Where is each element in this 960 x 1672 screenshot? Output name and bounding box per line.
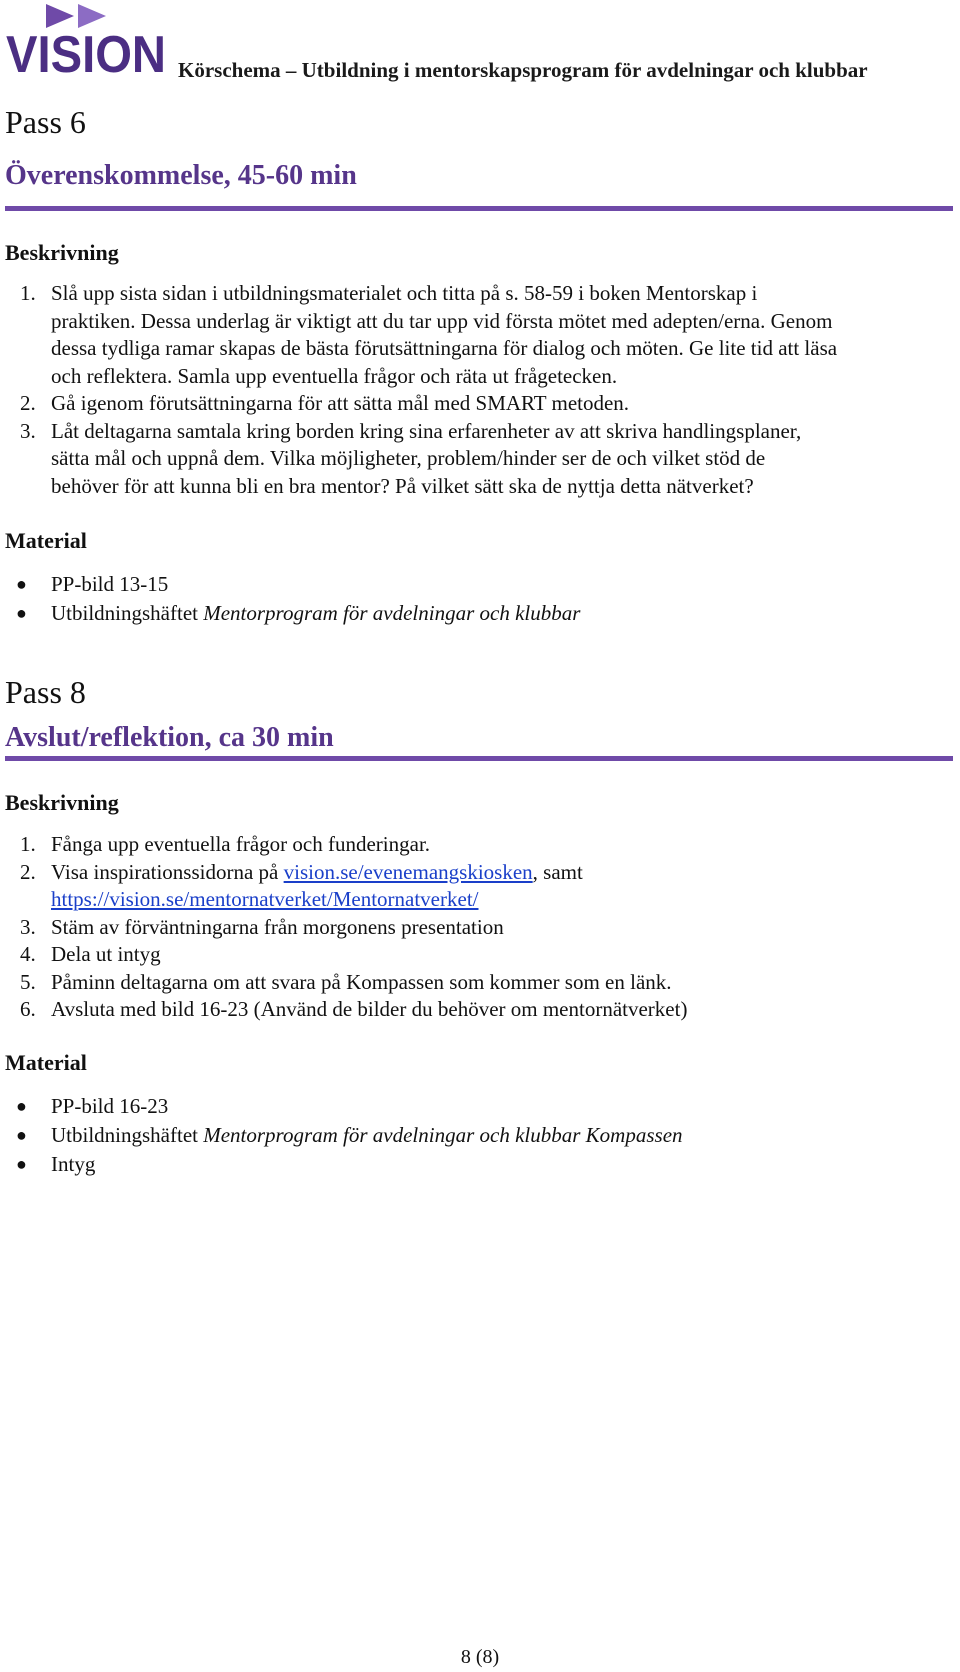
mentornatverket-link[interactable]: https://vision.se/mentornatverket/Mentornatverket/: [51, 887, 479, 911]
material-text: Utbildningshäftet: [51, 601, 204, 625]
step-line: och reflektera. Samla upp eventuella frågor och räta ut frågetecken.: [51, 363, 618, 388]
page-header: [0, 0, 960, 80]
header-title: Körschema – Utbildning i mentorskapsprogram för avdelningar och klubbar: [178, 58, 868, 82]
pass6-steps: [0, 280, 930, 500]
step-number: 3.: [20, 914, 36, 939]
material-text: Utbildningshäftet: [51, 1123, 204, 1147]
step-line: dessa tydliga ramar skapas de bästa förutsättningarna för dialog och möten. Ge lite tid att läsa: [51, 336, 838, 360]
pass6-material-label: Material: [5, 528, 87, 553]
step-number: 2.: [20, 859, 36, 884]
pass6-step: [0, 418, 930, 501]
pass8-step: [0, 831, 930, 859]
pass6-step: [0, 280, 930, 390]
bullet-icon: ●: [16, 1096, 27, 1116]
pass6-heading: Pass 6: [5, 104, 86, 140]
step-text: Påminn deltagarna om att svara på Kompassen som kommer som en länk.: [51, 969, 672, 994]
pass8-heading: Pass 8: [5, 674, 86, 710]
step-line: Låt deltagarna samtala kring borden kring sina erfarenheter av att skriva handlingsplaner,: [51, 418, 802, 443]
material-item: [0, 599, 930, 628]
step-line: praktiken. Dessa underlag är viktigt att du tar upp vid första mötet med adepten/erna. Genom: [51, 308, 833, 333]
pass8-step: [0, 941, 930, 969]
page-number: 8 (8): [460, 1646, 500, 1668]
pass8-beskrivning-label: Beskrivning: [5, 790, 119, 815]
step-number: 5.: [20, 969, 36, 994]
pass6-material-list: [0, 570, 930, 628]
vision-logo: [6, 2, 172, 78]
evenemangskiosken-link[interactable]: vision.se/evenemangskiosken: [283, 859, 533, 884]
bullet-icon: ●: [16, 574, 27, 594]
vision-logo-graphic: [6, 2, 172, 78]
bullet-icon: ●: [16, 1125, 27, 1145]
pass8-step: [0, 914, 930, 942]
material-text: Intyg: [51, 1152, 96, 1176]
logo-wordmark: VISION: [6, 26, 166, 78]
step-text: Visa inspirationssidorna på: [51, 859, 284, 884]
pass6-divider: [5, 206, 953, 211]
pass8-material-label: Material: [5, 1050, 87, 1075]
step-number: 4.: [20, 942, 36, 966]
pass8-step: [0, 969, 930, 997]
step-text: Fånga upp eventuella frågor och funderingar.: [51, 832, 431, 856]
step-text: Avsluta med bild 16-23 (Använd de bilder du behöver om mentornätverket): [51, 997, 688, 1021]
step-number: 1.: [20, 832, 36, 856]
bullet-icon: ●: [16, 603, 27, 623]
pass8-step: [0, 996, 930, 1024]
pass6-step: [0, 390, 930, 418]
step-number: 3.: [20, 418, 36, 443]
step-line: behöver för att kunna bli en bra mentor? På vilket sätt ska de nyttja detta nätverket?: [51, 473, 754, 498]
material-item: [0, 570, 930, 599]
step-number: 6.: [20, 997, 36, 1021]
pass8-title: Avslut/reflektion, ca 30 min: [5, 722, 334, 753]
material-text: PP-bild 13-15: [51, 572, 169, 596]
step-line: Slå upp sista sidan i utbildningsmaterialet och titta på s. 58-59 i boken Mentorskap i: [51, 281, 758, 305]
pass8-divider: [5, 756, 953, 761]
material-title: Mentorprogram för avdelningar och klubbar Kompassen: [203, 1123, 683, 1147]
step-number: 1.: [20, 281, 36, 305]
pass6-title: Överenskommelse, 45-60 min: [5, 160, 357, 191]
pass8-steps: [0, 831, 930, 1024]
pass8-material-list: [0, 1092, 930, 1179]
step-number: 2.: [20, 391, 36, 415]
material-item: [0, 1150, 930, 1179]
pass6-beskrivning-label: Beskrivning: [5, 240, 119, 265]
step-text: Stäm av förväntningarna från morgonens presentation: [51, 914, 504, 939]
material-title: Mentorprogram för avdelningar och klubbar: [203, 601, 581, 625]
bullet-icon: ●: [16, 1154, 27, 1174]
step-text: Dela ut intyg: [51, 942, 161, 966]
step-line: Gå igenom förutsättningarna för att sätta mål med SMART metoden.: [51, 391, 630, 415]
material-item: [0, 1092, 930, 1121]
step-line: sätta mål och uppnå dem. Vilka möjligheter, problem/hinder ser de och vilket stöd de: [51, 446, 766, 470]
material-item: [0, 1121, 930, 1150]
step-text: , samt: [532, 859, 583, 884]
material-text: PP-bild 16-23: [51, 1094, 169, 1118]
pass8-step: [0, 859, 930, 914]
